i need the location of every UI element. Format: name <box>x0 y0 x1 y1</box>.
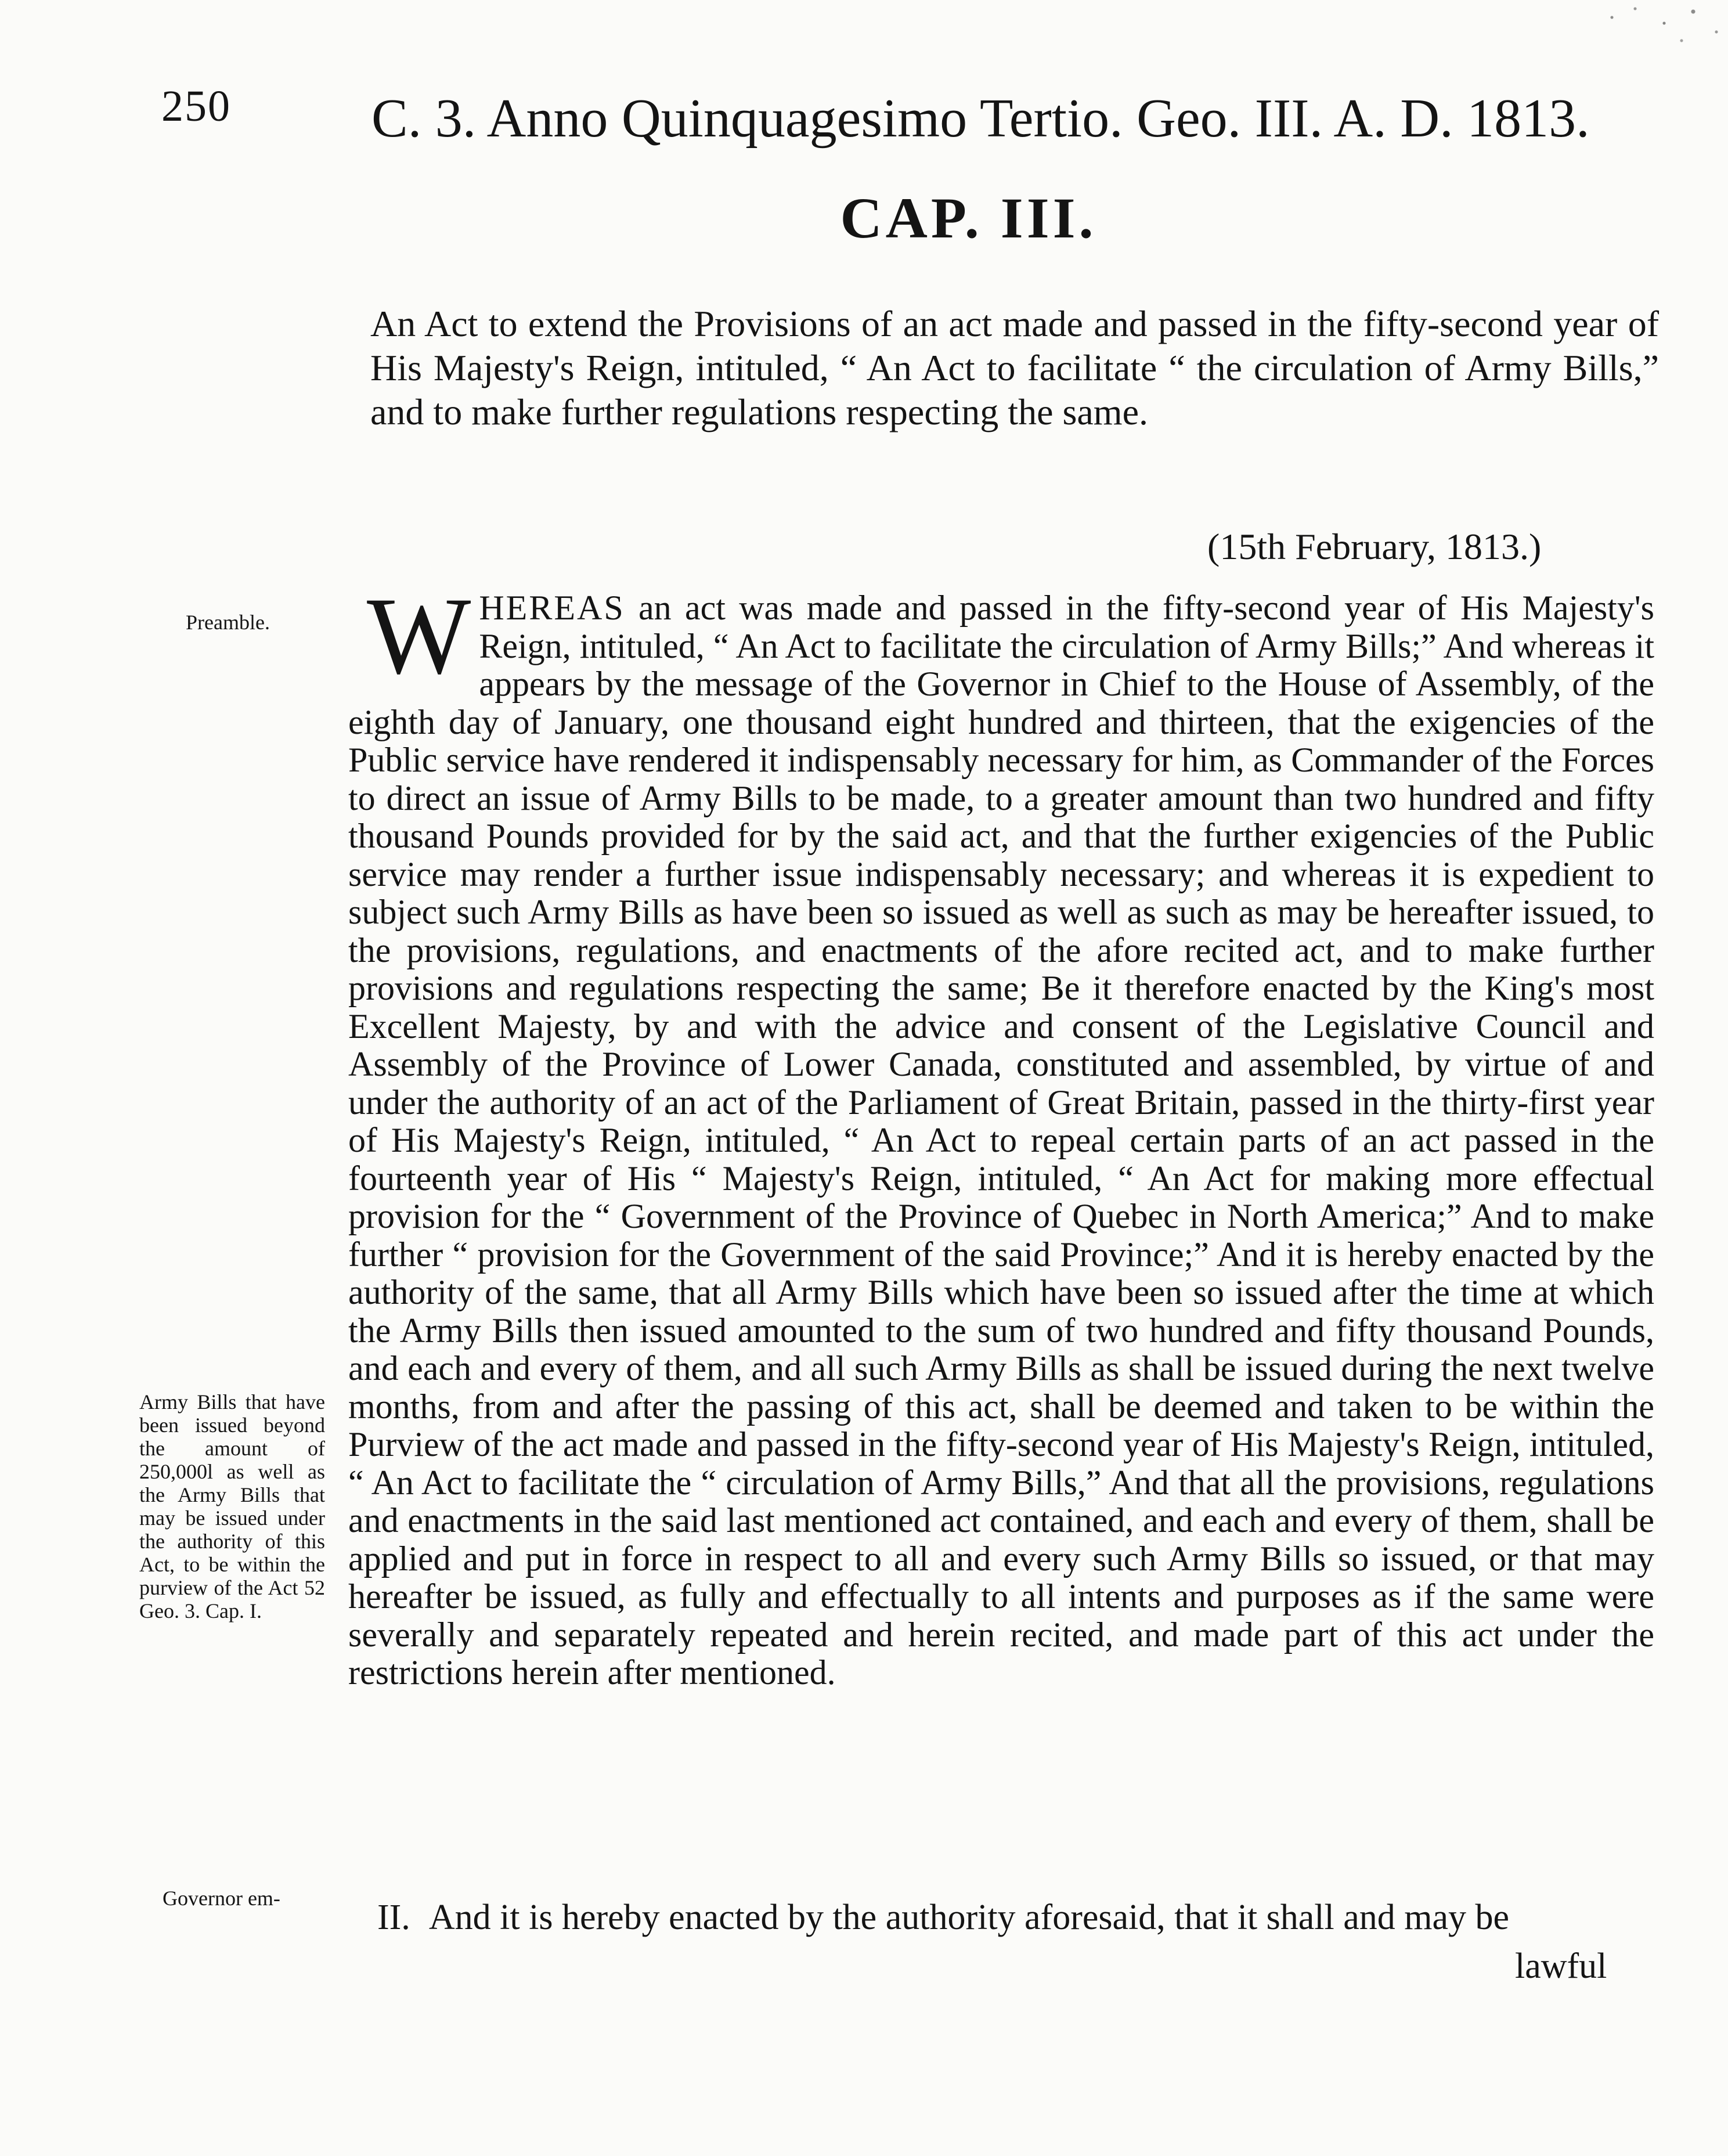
section-2 <box>377 1897 1640 1938</box>
section-number: II. <box>377 1898 410 1937</box>
preamble-body <box>348 575 1655 1692</box>
running-head: C. 3. Anno Quinquagesimo Tertio. Geo. III. A. D. 1813. <box>371 88 1590 149</box>
scan-speckle <box>1600 0 1728 52</box>
margin-note-governor: Governor em- <box>163 1887 280 1910</box>
act-long-title <box>370 302 1659 434</box>
margin-note-preamble: Preamble. <box>186 611 270 634</box>
catchword: lawful <box>1515 1946 1607 1986</box>
preamble-text: an act was made and passed in the fifty-second year of His Majesty's Reign, intituled, “ An Act to facilitate the circulation of Army Bills;” And whereas it appears by the message of the Governor in Chief to the House of Assembly, of the eighth day of January, one thousand eight hundred and thirteen, that the exigencies of the Public service have rendered it indispensably necessary for him, as Commander of the Forces to direct an issue of Army Bills to be made, to a greater amount than two hundred and fifty thousand Pounds provided for by the said act, and that the further exigencies of the Public service may render a further issue indispensably necessary; and whereas it is expedient to subject such Army Bills as have been so issued as well as such as may be hereafter issued, to the provisions, regulations, and enactments of the afore recited act, and to make further provisions and regulations respecting the same; Be it therefore enacted by the King's most Excellent Majesty, by and with the advice and consent of the Legislative Council and Assembly of the Province of Lower Canada, constituted and assembled, by virtue of and under the authority of an act of the Parliament of Great Britain, passed in the thirty-first year of His Majesty's Reign, intituled, “ An Act to repeal certain parts of an act passed in the fourteenth year of His “ Majesty's Reign, intituled, “ An Act for making more effectual provision for the “ Government of the Province of Quebec in North America;” And to make further “ provision for the Government of the said Province;” And it is hereby enacted by the authority of the same, that all Army Bills which have been so issued after the time at which the Army Bills then issued amounted to the sum of two hundred and fifty thousand Pounds, and each and every of them, and all such Army Bills as shall be issued during the next twelve months, from and after the passing of this act, shall be deemed and taken to be within the Purview of the act made and passed in the fifty-second year of His Majesty's Reign, intituled, “ An Act to facilitate the “ circulation of Army Bills,” And that all the provisions, regulations and enactments in the said last mentioned act contained, and each and every of them, shall be applied and put in force in respect to all and every such Army Bills so issued, or that may hereafter be issued, as fully and effectually to all intents and purposes as if the same were severally and separately repeated and herein recited, and made part of this act under the restrictions herein after mentioned. <box>348 589 1655 1692</box>
drop-cap: W <box>367 575 471 697</box>
chapter-title: CAP. III. <box>840 186 1097 250</box>
margin-note-army-bills: Army Bills that have been issued beyond the amount of 250,000l as well as the Army Bills that may be issued under the authority of this Act, to be within the purview of the Act 52 Geo. 3. Cap. I. <box>139 1390 325 1623</box>
enactment-date: (15th February, 1813.) <box>1207 526 1542 567</box>
page-number: 250 <box>161 82 231 131</box>
long-title-text: An Act to extend the Provisions of an act made and passed in the fifty-second year of His Majesty's Reign, intituled, “ An Act to facilitate “ the circulation of Army Bills,” and to make further regulations respecting the same. <box>370 303 1659 432</box>
opening-word: HEREAS <box>479 589 625 627</box>
section-2-text: And it is hereby enacted by the authority aforesaid, that it shall and may be <box>428 1898 1510 1937</box>
